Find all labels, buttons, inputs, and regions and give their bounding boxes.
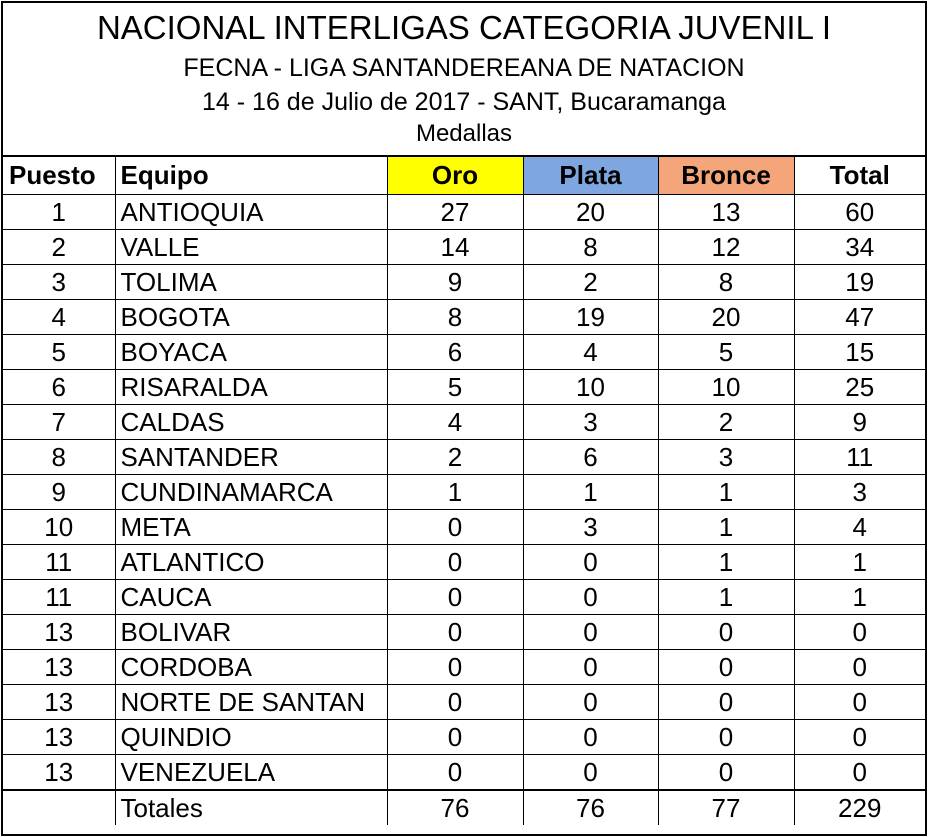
bronce-cell: 0 (658, 615, 794, 650)
total-cell: 34 (794, 230, 925, 265)
total-cell: 0 (794, 650, 925, 685)
table-row (3, 265, 925, 300)
oro-cell: 27 (387, 195, 523, 230)
oro-cell: 14 (387, 230, 523, 265)
plata-cell: 3 (523, 510, 658, 545)
column-header-row (3, 157, 925, 195)
team-cell: CUNDINAMARCA (115, 475, 387, 510)
plata-cell: 20 (523, 195, 658, 230)
oro-cell: 9 (387, 265, 523, 300)
bronce-cell: 0 (658, 755, 794, 791)
plata-cell: 8 (523, 230, 658, 265)
bronce-cell: 20 (658, 300, 794, 335)
total-cell: 19 (794, 265, 925, 300)
event-dates-location: 14 - 16 de Julio de 2017 - SANT, Bucaramanga (202, 88, 726, 116)
bronce-cell: 1 (658, 545, 794, 580)
team-cell: BOYACA (115, 335, 387, 370)
bronce-cell: 3 (658, 440, 794, 475)
rank-cell: 8 (3, 440, 115, 475)
oro-cell: 4 (387, 405, 523, 440)
plata-cell: 0 (523, 545, 658, 580)
table-row (3, 335, 925, 370)
rank-cell: 13 (3, 755, 115, 791)
rank-cell: 13 (3, 685, 115, 720)
bronce-cell: 1 (658, 580, 794, 615)
plata-cell: 6 (523, 440, 658, 475)
rank-cell: 5 (3, 335, 115, 370)
total-cell: 1 (794, 580, 925, 615)
team-cell: CAUCA (115, 580, 387, 615)
total-cell: 15 (794, 335, 925, 370)
plata-cell: 19 (523, 300, 658, 335)
plata-cell: 0 (523, 615, 658, 650)
rank-cell: 3 (3, 265, 115, 300)
totals-bronce: 77 (658, 790, 794, 825)
team-cell: QUINDIO (115, 720, 387, 755)
totals-oro: 76 (387, 790, 523, 825)
total-cell: 9 (794, 405, 925, 440)
bronce-cell: 5 (658, 335, 794, 370)
oro-cell: 1 (387, 475, 523, 510)
plata-cell: 2 (523, 265, 658, 300)
medals-caption: Medallas (415, 120, 513, 147)
oro-cell: 0 (387, 685, 523, 720)
bronce-cell: 1 (658, 475, 794, 510)
team-cell: VENEZUELA (115, 755, 387, 791)
total-cell: 0 (794, 720, 925, 755)
bronce-cell: 0 (658, 650, 794, 685)
bronce-cell: 12 (658, 230, 794, 265)
oro-cell: 8 (387, 300, 523, 335)
table-row (3, 230, 925, 265)
bronce-cell: 10 (658, 370, 794, 405)
plata-cell: 0 (523, 580, 658, 615)
plata-cell: 0 (523, 685, 658, 720)
total-cell: 11 (794, 440, 925, 475)
col-header-plata: Plata (523, 157, 658, 195)
table-row (3, 370, 925, 405)
col-header-equipo: Equipo (115, 157, 387, 195)
rank-cell: 13 (3, 615, 115, 650)
team-cell: BOGOTA (115, 300, 387, 335)
total-cell: 4 (794, 510, 925, 545)
totals-plata: 76 (523, 790, 658, 825)
rank-cell: 9 (3, 475, 115, 510)
oro-cell: 0 (387, 545, 523, 580)
team-cell: CALDAS (115, 405, 387, 440)
rank-cell: 13 (3, 720, 115, 755)
bronce-cell: 2 (658, 405, 794, 440)
team-cell: SANTANDER (115, 440, 387, 475)
total-cell: 47 (794, 300, 925, 335)
total-cell: 0 (794, 685, 925, 720)
table-row (3, 475, 925, 510)
totals-row (3, 790, 925, 825)
team-cell: RISARALDA (115, 370, 387, 405)
team-cell: NORTE DE SANTAN (115, 685, 387, 720)
plata-cell: 1 (523, 475, 658, 510)
oro-cell: 0 (387, 650, 523, 685)
table-header-block (3, 3, 925, 157)
plata-cell: 0 (523, 720, 658, 755)
col-header-bronce: Bronce (658, 157, 794, 195)
table-row (3, 650, 925, 685)
rank-cell: 2 (3, 230, 115, 265)
rank-cell: 11 (3, 545, 115, 580)
rank-cell: 10 (3, 510, 115, 545)
bronce-cell: 13 (658, 195, 794, 230)
rank-cell: 1 (3, 195, 115, 230)
rank-cell: 6 (3, 370, 115, 405)
col-header-puesto: Puesto (3, 157, 115, 195)
team-cell: META (115, 510, 387, 545)
table-row (3, 580, 925, 615)
oro-cell: 2 (387, 440, 523, 475)
total-cell: 0 (794, 615, 925, 650)
table-row (3, 720, 925, 755)
oro-cell: 0 (387, 720, 523, 755)
medal-table (3, 157, 925, 825)
total-cell: 25 (794, 370, 925, 405)
oro-cell: 5 (387, 370, 523, 405)
medal-table-sheet (1, 1, 927, 836)
team-cell: CORDOBA (115, 650, 387, 685)
oro-cell: 0 (387, 580, 523, 615)
col-header-oro: Oro (387, 157, 523, 195)
table-row (3, 440, 925, 475)
table-row (3, 300, 925, 335)
oro-cell: 6 (387, 335, 523, 370)
totals-total: 229 (794, 790, 925, 825)
bronce-cell: 0 (658, 685, 794, 720)
total-cell: 3 (794, 475, 925, 510)
table-row (3, 545, 925, 580)
bronce-cell: 8 (658, 265, 794, 300)
oro-cell: 0 (387, 615, 523, 650)
oro-cell: 0 (387, 755, 523, 791)
oro-cell: 0 (387, 510, 523, 545)
plata-cell: 3 (523, 405, 658, 440)
rank-cell: 13 (3, 650, 115, 685)
total-cell: 1 (794, 545, 925, 580)
plata-cell: 10 (523, 370, 658, 405)
table-row (3, 510, 925, 545)
plata-cell: 4 (523, 335, 658, 370)
plata-cell: 0 (523, 755, 658, 791)
rank-cell: 4 (3, 300, 115, 335)
table-row (3, 405, 925, 440)
totals-label: Totales (115, 790, 387, 825)
event-title: NACIONAL INTERLIGAS CATEGORIA JUVENIL I (96, 9, 832, 46)
team-cell: ANTIOQUIA (115, 195, 387, 230)
team-cell: TOLIMA (115, 265, 387, 300)
bronce-cell: 0 (658, 720, 794, 755)
table-row (3, 755, 925, 791)
team-cell: VALLE (115, 230, 387, 265)
totals-empty-cell (3, 790, 115, 825)
team-cell: BOLIVAR (115, 615, 387, 650)
total-cell: 0 (794, 755, 925, 791)
table-row (3, 195, 925, 230)
rank-cell: 7 (3, 405, 115, 440)
bronce-cell: 1 (658, 510, 794, 545)
total-cell: 60 (794, 195, 925, 230)
table-row (3, 615, 925, 650)
plata-cell: 0 (523, 650, 658, 685)
col-header-total: Total (794, 157, 925, 195)
team-cell: ATLANTICO (115, 545, 387, 580)
rank-cell: 11 (3, 580, 115, 615)
table-row (3, 685, 925, 720)
event-organizer: FECNA - LIGA SANTANDEREANA DE NATACION (183, 54, 745, 82)
